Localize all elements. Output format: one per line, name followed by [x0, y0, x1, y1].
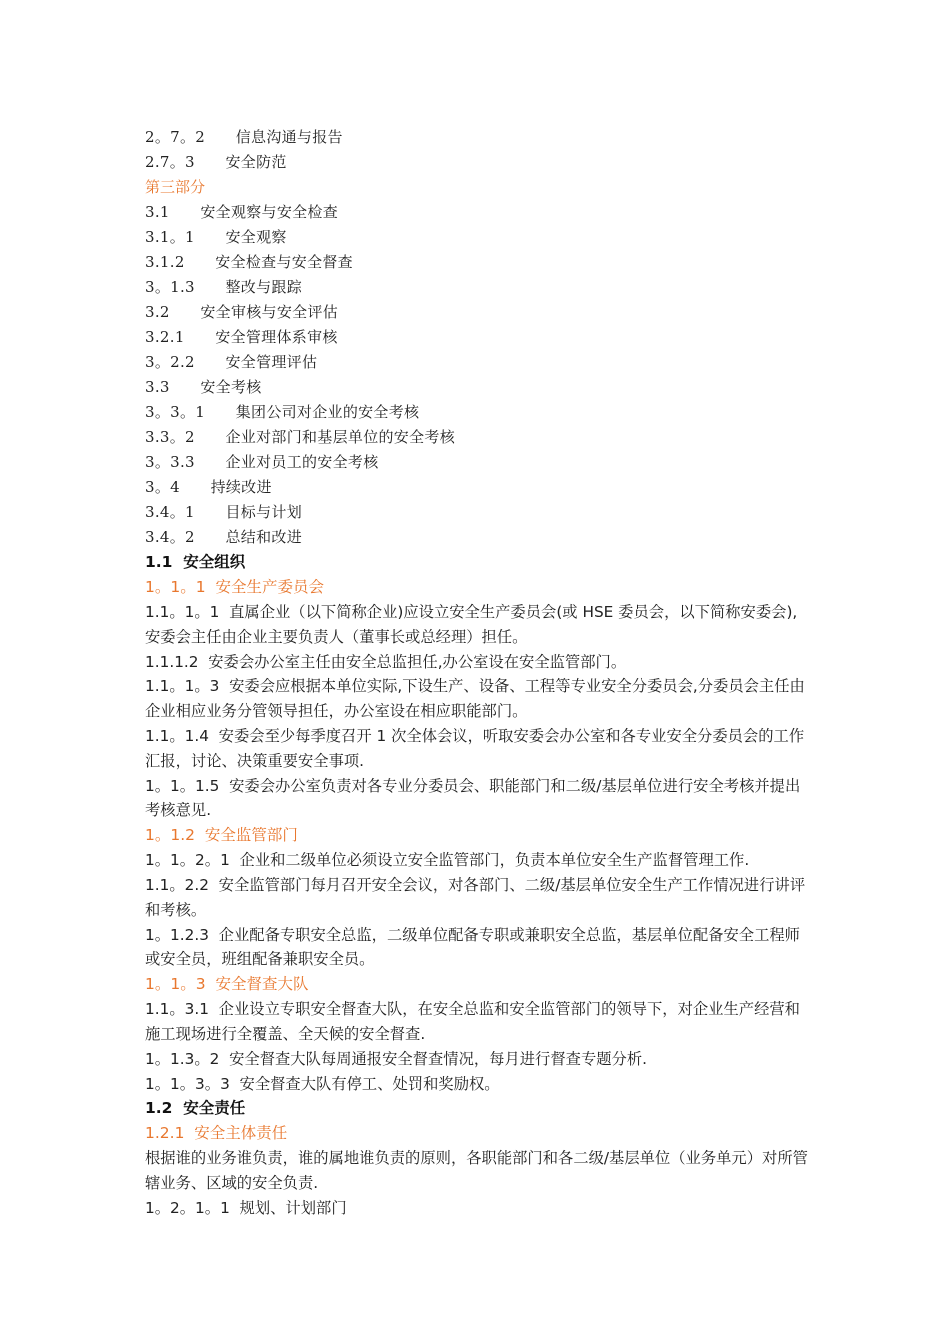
clause-paragraph: 1.1。1.4 安委会至少每季度召开 1 次全体会议，听取安委会办公室和各专业安全分委员会的工作汇报，讨论、决策重要安全事项. [145, 726, 805, 770]
toc-line: 3.2.1 安全管理体系审核 [145, 328, 338, 346]
clause-paragraph: 1。1。1.5 安委会办公室负责对各专业分委员会、职能部门和二级/基层单位进行安全考核并提出考核意见. [145, 776, 801, 820]
toc-line: 3.3 安全考核 [145, 378, 262, 396]
clause-paragraph: 1.1.1.2 安委会办公室主任由安全总监担任,办公室设在安全监管部门。 [145, 652, 627, 671]
toc-section [145, 125, 810, 550]
section-heading: 1.2 安全责任 [145, 1099, 246, 1118]
clause-paragraph: 1.1。1。1 直属企业（以下简称企业)应设立安全生产委员会(或 HSE 委员会，以下简称安委会),安委会主任由企业主要负责人（董事长或总经理）担任。 [145, 603, 798, 646]
toc-line: 3.4。1 目标与计划 [145, 503, 302, 521]
toc-line: 3。4 持续改进 [145, 478, 272, 496]
toc-line: 3.4。2 总结和改进 [145, 528, 302, 546]
subsection-heading: 1。1.2 安全监管部门 [145, 826, 298, 845]
subsection-heading: 1。1。3 安全督查大队 [145, 975, 309, 994]
toc-line: 3。3。1 集团公司对企业的安全考核 [145, 403, 420, 421]
clause-paragraph: 1.1。3.1 企业设立专职安全督查大队，在安全总监和安全监管部门的领导下，对企业生产经营和施工现场进行全覆盖、全天候的安全督查. [145, 1000, 800, 1043]
toc-line: 3.1.2 安全检查与安全督查 [145, 253, 353, 271]
subsection-heading: 1。1。1 安全生产委员会 [145, 578, 324, 596]
document-content [145, 125, 810, 1221]
clause-paragraph: 1.1。1。3 安委会应根据本单位实际,下设生产、设备、工程等专业安全分委员会,分委员会主任由企业相应业务分管领导担任，办公室设在相应职能部门。 [145, 677, 805, 721]
toc-line: 2。7。2 信息沟通与报告 [145, 128, 343, 146]
subsection-heading: 1.2.1 安全主体责任 [145, 1124, 288, 1143]
toc-line: 2.7。3 安全防范 [145, 153, 287, 171]
clause-paragraph: 根据谁的业务谁负责，谁的属地谁负责的原则，各职能部门和各二级/基层单位（业务单元）对所管辖业务、区域的安全负责. [145, 1149, 808, 1193]
clause-paragraph: 1.1。2.2 安全监管部门每月召开安全会议，对各部门、二级/基层单位安全生产工作情况进行讲评和考核。 [145, 875, 806, 919]
clause-paragraph: 1。2。1。1 规划、计划部门 [145, 1198, 347, 1217]
section-heading: 1.1 安全组织 [145, 553, 246, 571]
toc-line: 3.2 安全审核与安全评估 [145, 303, 339, 321]
toc-line: 3.1 安全观察与安全检查 [145, 203, 339, 221]
body-section [145, 550, 810, 1221]
toc-line: 3.3。2 企业对部门和基层单位的安全考核 [145, 428, 456, 446]
clause-paragraph: 1。1。2。1 企业和二级单位必须设立安全监管部门，负责本单位安全生产监督管理工作. [145, 851, 750, 870]
clause-paragraph: 1。1.2.3 企业配备专职安全总监，二级单位配备专职或兼职安全总监，基层单位配备安全工程师或安全员，班组配备兼职安全员。 [145, 925, 800, 969]
toc-line: 3。3.3 企业对员工的安全考核 [145, 453, 379, 471]
clause-paragraph: 1。1.3。2 安全督查大队每周通报安全督查情况，每月进行督查专题分析. [145, 1049, 647, 1068]
toc-line: 3。1.3 整改与跟踪 [145, 278, 302, 296]
toc-line: 3。2.2 安全管理评估 [145, 353, 318, 371]
clause-paragraph: 1。1。3。3 安全督查大队有停工、处罚和奖励权。 [145, 1074, 500, 1093]
toc-line: 3.1。1 安全观察 [145, 228, 287, 246]
toc-part-heading: 第三部分 [145, 178, 206, 196]
